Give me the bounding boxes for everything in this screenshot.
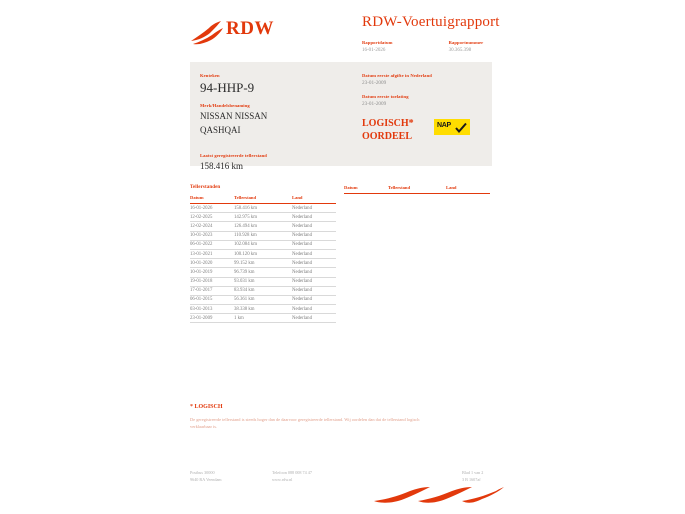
cell-datum: 06-01-2015 — [190, 295, 234, 304]
last-odometer-value: 158.416 km — [200, 161, 244, 171]
cell-land: Nederland — [292, 213, 336, 222]
cell-tellerstand: 96.739 km — [234, 268, 292, 277]
table-row — [190, 277, 336, 286]
cell-tellerstand: 1 km — [234, 314, 292, 323]
rdw-flame-icon — [190, 20, 224, 46]
table-row — [190, 249, 336, 258]
status-badge — [434, 119, 470, 135]
cell-tellerstand: 56.361 km — [234, 295, 292, 304]
footnote-section — [190, 404, 420, 430]
rdw-logo-text: RDW — [226, 18, 274, 39]
vehicle-info-right — [362, 73, 487, 115]
cell-tellerstand: 99.152 km — [234, 259, 292, 268]
cell-land: Nederland — [292, 204, 336, 213]
table-row — [190, 314, 336, 323]
table-row — [190, 231, 336, 240]
last-odometer-label: Laatst geregistreerde tellerstand — [200, 153, 267, 158]
cell-land: Nederland — [292, 240, 336, 249]
report-number-value: 30.365.398 — [448, 48, 472, 53]
cell-tellerstand: 110.928 km — [234, 231, 292, 240]
cell-land: Nederland — [292, 295, 336, 304]
cell-tellerstand: 102.084 km — [234, 240, 292, 249]
column-header-land: Land — [292, 195, 336, 204]
odometer-table-body — [190, 204, 336, 323]
rdw-flame-footer-icon — [374, 487, 504, 505]
model-value: QASHQAI — [200, 125, 241, 135]
footer-address-line-1: Postbus 30000 — [190, 470, 215, 475]
first-admission-label: Datum eerste toelating — [362, 94, 409, 99]
cell-land: Nederland — [292, 231, 336, 240]
cell-tellerstand: 38.338 km — [234, 305, 292, 314]
report-date — [362, 40, 393, 53]
kenteken-label: Kenteken — [200, 73, 220, 78]
odometer-table-section — [190, 185, 500, 323]
column-header-datum: Datum — [190, 195, 234, 204]
nap-badge-label: NAP — [437, 122, 451, 129]
footer-website[interactable]: www.rdw.nl — [272, 476, 293, 482]
odometer-table-continued — [344, 185, 500, 194]
cell-datum: 10-01-2019 — [190, 268, 234, 277]
cell-datum: 13-01-2021 — [190, 249, 234, 258]
cell-land: Nederland — [292, 249, 336, 258]
table-row — [190, 295, 336, 304]
cell-datum: 17-01-2017 — [190, 286, 234, 295]
footnote-title: * LOGISCH — [190, 404, 223, 410]
cell-tellerstand: 93.031 km — [234, 277, 292, 286]
page-title: RDW-Voertuigrapport — [362, 14, 500, 30]
footer-form-code: 3 B 1607af — [462, 476, 481, 482]
table-row — [190, 286, 336, 295]
document-header — [0, 10, 685, 58]
table-header-row-right — [344, 185, 490, 194]
cell-datum: 12-02-2024 — [190, 222, 234, 231]
cell-land: Nederland — [292, 286, 336, 295]
report-number-label: Rapportnummer — [448, 40, 484, 45]
table-header-row — [190, 195, 336, 204]
vehicle-info-left — [200, 73, 360, 174]
section-title-tellerstanden: Tellerstanden — [190, 185, 221, 190]
footer-address — [190, 470, 222, 483]
report-number — [449, 40, 484, 53]
first-registration-nl-value: 23-01-2009 — [362, 80, 387, 86]
verdict-line-2: OORDEEL — [362, 130, 413, 142]
verdict-text — [362, 118, 414, 143]
report-meta — [362, 40, 662, 53]
verdict-line-1: LOGISCH* — [362, 118, 414, 129]
kenteken-value: 94-HHP-9 — [200, 80, 255, 95]
cell-tellerstand: 83.934 km — [234, 286, 292, 295]
cell-tellerstand: 126.494 km — [234, 222, 292, 231]
cell-land: Nederland — [292, 259, 336, 268]
column-header-land-right: Land — [446, 185, 490, 194]
rdw-logo — [190, 14, 300, 54]
table-row — [190, 268, 336, 277]
title-block — [362, 14, 662, 53]
cell-land: Nederland — [292, 268, 336, 277]
cell-datum: 16-01-2026 — [190, 204, 234, 213]
cell-datum: 10-01-2023 — [190, 231, 234, 240]
footer-phone: Telefoon 088 008 74 47 — [272, 470, 312, 475]
cell-datum: 10-01-2020 — [190, 259, 234, 268]
cell-datum: 12-02-2025 — [190, 213, 234, 222]
column-header-tellerstand-right: Tellerstand — [388, 185, 446, 194]
merk-label: Merk/Handelsbenaming — [200, 103, 250, 108]
cell-tellerstand: 158.416 km — [234, 204, 292, 213]
first-registration-nl-label: Datum eerste afgifte in Nederland — [362, 73, 432, 78]
footer-page-number: Blad 1 van 2 — [462, 470, 484, 475]
footnote-text: De geregistreerde tellerstand is steeds hoger dan de daarvoor geregistreerde tellerstand. Wij oordelen dan dat de tellerstand logisch verklaarbaar is. — [190, 417, 420, 429]
merk-value: NISSAN NISSAN — [200, 111, 268, 121]
odometer-table-right — [344, 185, 490, 194]
odometer-table — [190, 195, 336, 323]
table-row — [190, 204, 336, 213]
cell-datum: 19-01-2018 — [190, 277, 234, 286]
first-admission-value: 23-01-2009 — [362, 101, 387, 107]
cell-datum: 23-01-2009 — [190, 314, 234, 323]
table-row — [190, 259, 336, 268]
cell-land: Nederland — [292, 222, 336, 231]
column-header-datum-right: Datum — [344, 185, 388, 194]
cell-tellerstand: 142.975 km — [234, 213, 292, 222]
cell-tellerstand: 100.120 km — [234, 249, 292, 258]
table-row — [190, 213, 336, 222]
footer-page-info — [462, 470, 483, 483]
vehicle-info-panel — [190, 62, 492, 171]
footer-contact — [272, 470, 312, 483]
cell-land: Nederland — [292, 314, 336, 323]
table-row — [190, 305, 336, 314]
cell-land: Nederland — [292, 277, 336, 286]
footer-address-line-2: 9640 RA Veendam — [190, 476, 222, 482]
cell-datum: 03-01-2013 — [190, 305, 234, 314]
check-icon — [455, 121, 467, 133]
table-row — [190, 222, 336, 231]
report-date-label: Rapportdatum — [362, 40, 393, 45]
column-header-tellerstand: Tellerstand — [234, 195, 292, 204]
report-date-value: 16-01-2026 — [362, 48, 386, 53]
table-row — [190, 240, 336, 249]
cell-land: Nederland — [292, 305, 336, 314]
cell-datum: 06-01-2022 — [190, 240, 234, 249]
